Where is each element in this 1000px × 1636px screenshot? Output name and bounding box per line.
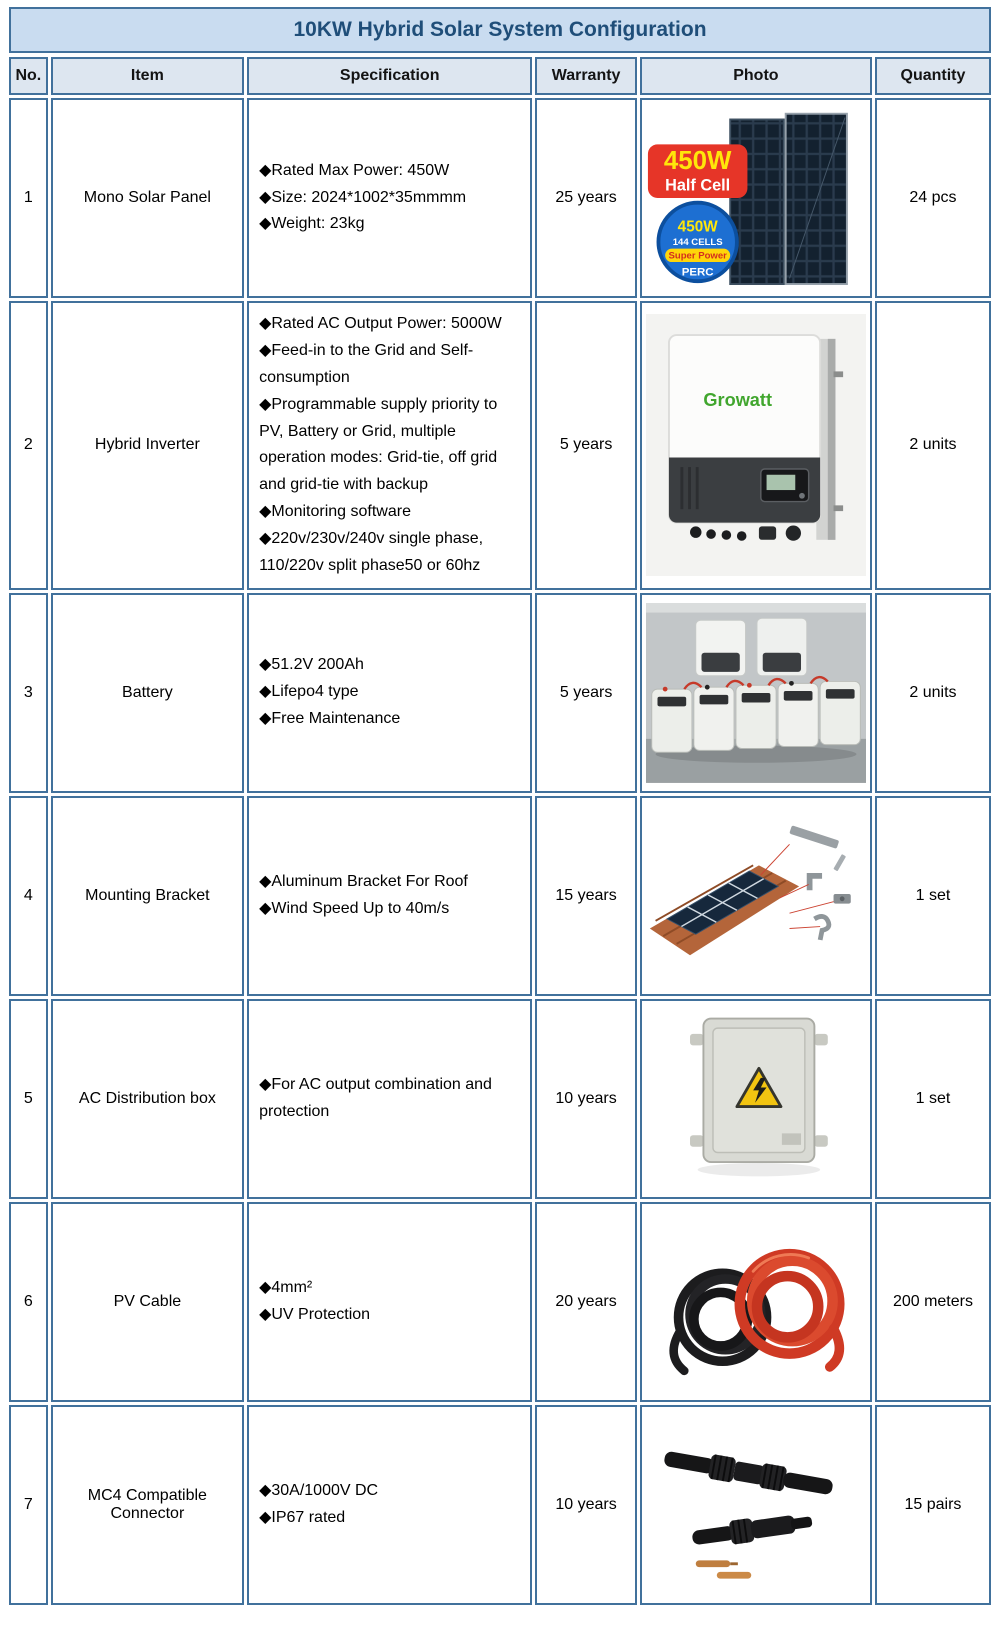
row-number: 7 [9,1405,48,1605]
specification-cell [247,1405,532,1605]
quantity-cell: 24 pcs [875,98,991,298]
specification-cell [247,999,532,1199]
item-name: Mono Solar Panel [51,98,244,298]
column-header-specification: Specification [247,57,532,95]
quantity-cell: 1 set [875,796,991,996]
spec-line: ◆For AC output combination and protection [259,1075,492,1120]
photo-cell [640,796,872,996]
configuration-table [6,54,994,1608]
perc-seal-badge [658,203,736,281]
warranty-cell: 20 years [535,1202,637,1402]
svg-text:Half Cell: Half Cell [665,176,731,195]
spec-line: ◆Weight: 23kg [259,215,365,233]
spec-line: ◆IP67 rated [259,1508,346,1526]
page-title: 10KW Hybrid Solar System Configuration [9,7,991,53]
photo-cell [640,593,872,793]
table-row [9,1202,991,1402]
row-number: 2 [9,301,48,590]
row-number: 4 [9,796,48,996]
item-name: Hybrid Inverter [51,301,244,590]
table-row [9,999,991,1199]
row-number: 3 [9,593,48,793]
item-name: Battery [51,593,244,793]
spec-line: ◆Aluminum Bracket For Roof [259,872,468,890]
specification-cell [247,593,532,793]
spec-line: ◆UV Protection [259,1305,371,1323]
spec-line: ◆Programmable supply priority to PV, Battery or Grid, multiple operation modes: Grid-tie, off grid and grid-tie with backup [259,395,498,494]
spec-line: ◆220v/230v/240v single phase, 110/220v split phase50 or 60hz [259,530,484,574]
inverter-body-graphic [669,335,820,523]
row-number: 5 [9,999,48,1199]
table-row [9,301,991,590]
quantity-cell: 15 pairs [875,1405,991,1605]
ac-distribution-box-image [646,1009,866,1189]
row-number: 6 [9,1202,48,1402]
photo-cell [640,1202,872,1402]
warranty-cell: 5 years [535,593,637,793]
warranty-cell: 10 years [535,1405,637,1605]
svg-text:450W: 450W [677,218,718,236]
growatt-logo [703,390,772,410]
table-row [9,796,991,996]
pv-cable-image [646,1212,866,1392]
hybrid-inverter-image [646,314,866,576]
warranty-cell: 15 years [535,796,637,996]
svg-text:144 CELLS: 144 CELLS [672,236,723,248]
spec-line: ◆Lifepo4 type [259,683,359,701]
half-cell-badge [648,144,748,198]
photo-cell [640,999,872,1199]
spec-line: ◆Wind Speed Up to 40m/s [259,899,450,917]
specification-cell [247,1202,532,1402]
mounting-bracket-image [646,806,866,986]
photo-cell [640,98,872,298]
svg-text:PERC: PERC [681,266,714,279]
table-row [9,593,991,793]
item-name: MC4 Compatible Connector [51,1405,244,1605]
quantity-cell: 200 meters [875,1202,991,1402]
spec-line: ◆Free Maintenance [259,710,401,728]
spec-line: ◆Monitoring software [259,503,411,521]
solar-panel-image [646,108,866,288]
table-row [9,1405,991,1605]
mc4-connector-image [646,1415,866,1595]
spec-line: ◆Rated Max Power: 450W [259,161,450,179]
specification-cell [247,796,532,996]
column-header-item: Item [51,57,244,95]
svg-text:450W: 450W [663,147,732,176]
specification-cell [247,98,532,298]
header-row [9,57,991,95]
photo-cell [640,1405,872,1605]
spec-line: ◆30A/1000V DC [259,1481,379,1499]
photo-cell [640,301,872,590]
spec-line: ◆51.2V 200Ah [259,656,364,674]
svg-text:Growatt: Growatt [703,390,772,411]
spec-line: ◆4mm² [259,1278,313,1296]
column-header-quantity: Quantity [875,57,991,95]
quantity-cell: 2 units [875,593,991,793]
item-name: AC Distribution box [51,999,244,1199]
quantity-cell: 1 set [875,999,991,1199]
warranty-cell: 25 years [535,98,637,298]
spec-line: ◆Rated AC Output Power: 5000W [259,315,502,332]
item-name: Mounting Bracket [51,796,244,996]
warranty-cell: 10 years [535,999,637,1199]
row-number: 1 [9,98,48,298]
item-name: PV Cable [51,1202,244,1402]
battery-room-image [646,603,866,783]
specification-cell [247,301,532,590]
spec-line: ◆Feed-in to the Grid and Self-consumption [259,341,474,386]
svg-text:Super Power: Super Power [668,250,727,262]
column-header-photo: Photo [640,57,872,95]
column-header-no: No. [9,57,48,95]
table-row [9,98,991,298]
quantity-cell: 2 units [875,301,991,590]
warranty-cell: 5 years [535,301,637,590]
column-header-warranty: Warranty [535,57,637,95]
spec-line: ◆Size: 2024*1002*35mmmm [259,188,467,206]
solar-panels-graphic [730,114,847,284]
